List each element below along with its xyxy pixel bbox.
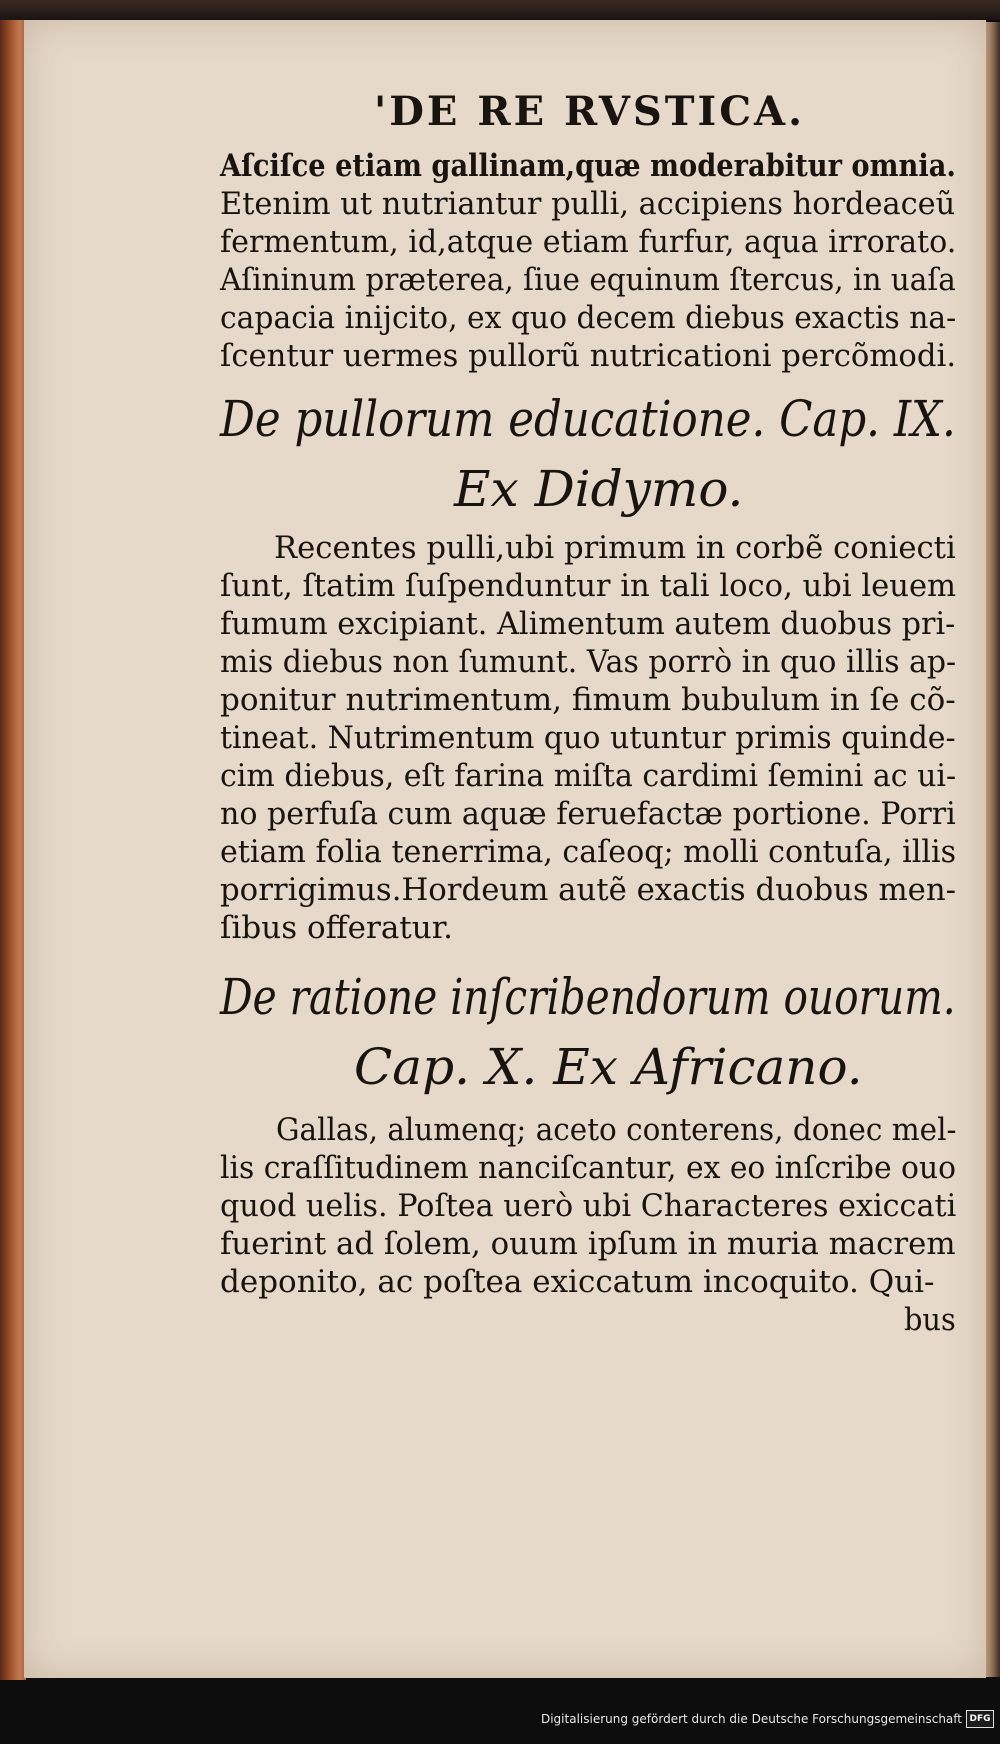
text-line: mis diebus non ſumunt. Vas porrò in quo illis ap-	[220, 644, 957, 680]
text-line: ſibus offeratur.	[220, 910, 453, 946]
text-line: deponito, ac poſtea exiccatum incoquito. Qui-	[220, 1264, 935, 1300]
text-line: ponitur nutrimentum, fimum bubulum in ſe cõ-	[220, 682, 956, 718]
text-line: Etenim ut nutriantur pulli, accipiens hordeaceũ	[220, 186, 956, 222]
running-head: 'DE RE RVSTICA.	[374, 88, 806, 135]
footer-bar	[0, 1700, 1000, 1744]
text-line: cim diebus, eſt farina miſta cardimi ſemini ac ui-	[220, 758, 957, 794]
scan-top-border	[0, 0, 1000, 20]
text-line: no perfuſa cum aquæ feruefactæ portione. Porri	[220, 796, 956, 832]
text-line: quod uelis. Poſtea uerò ubi Characteres exiccati	[220, 1188, 957, 1224]
chapter-9-source: Ex Didymo.	[454, 460, 744, 518]
page-edge-left	[0, 20, 26, 1680]
text-line: Aſciſce etiam gallinam,quæ moderabitur omnia.	[220, 148, 956, 184]
text-line: ſcentur uermes pullorũ nutricationi percõmodi.	[220, 338, 957, 374]
text-line: ſunt, ſtatim ſuſpenduntur in tali loco, ubi leuem	[220, 568, 957, 604]
text-line: fermentum, id,atque etiam furfur, aqua irrorato.	[220, 224, 957, 260]
text-line: tineat. Nutrimentum quo utuntur primis quinde-	[220, 720, 956, 756]
text-line: fumum excipiant. Alimentum autem duobus pri-	[220, 606, 956, 642]
text-line: Aſininum præterea, ſiue equinum ſtercus, in uaſa	[220, 262, 956, 298]
text-line: lis craſſitudinem nanciſcantur, ex eo inſcribe ouo	[220, 1150, 957, 1186]
catchword: bus	[904, 1302, 956, 1338]
chapter-9-title: De pullorum educatione. Cap. IX.	[220, 390, 956, 448]
text-line: Gallas, alumenq; aceto conterens, donec mel-	[276, 1112, 957, 1148]
text-line: porrigimus.Hordeum autẽ exactis duobus men-	[220, 872, 957, 908]
text-line: fuerint ad ſolem, ouum ipſum in muria macrem	[220, 1226, 956, 1262]
chapter-10-title: De ratione inſcribendorum ouorum.	[220, 968, 956, 1026]
text-line: etiam folia tenerrima, caſeoq; molli contuſa, illis	[220, 834, 957, 870]
book-page	[24, 20, 986, 1678]
dfg-logo-icon: DFG	[966, 1710, 994, 1728]
digitization-credit: Digitalisierung gefördert durch die Deutsche Forschungsgemeinschaft	[540, 1712, 962, 1726]
text-line: Recentes pulli,ubi primum in corbẽ coniecti	[274, 530, 956, 566]
text-line: capacia inijcito, ex quo decem diebus exactis na-	[220, 300, 957, 336]
chapter-10-source: Cap. X. Ex Africano.	[354, 1038, 863, 1096]
